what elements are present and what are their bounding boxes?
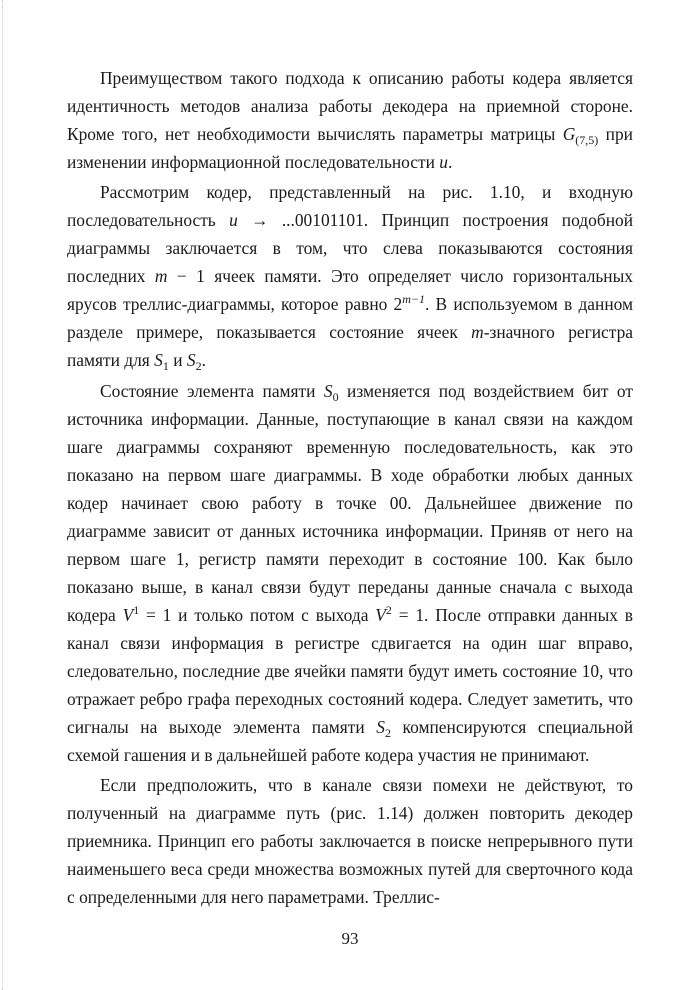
math-variable: S xyxy=(154,350,163,371)
text-run: → ...00101101. Принцип построения подобной диаграммы заключается в том, что слева показываются состояния последних xyxy=(67,210,634,287)
text-run: . В используемом в данном разделе примере, показывается состояние ячеек xyxy=(67,294,633,343)
text-run: = 1. После отправки данных в канал связи информация в регистре сдвигается на один шаг вправо, следовательно, последние две ячейки памяти будут иметь состояние 10, что отражает ребро графа переходных состояний кодера. Следует заметить, что сигналы на выходе элемента памяти xyxy=(67,604,634,738)
text-run: − 1 ячеек памяти. Это определяет число горизонтальных ярусов треллис-диаграммы, которое равно 2 xyxy=(67,266,633,315)
text-run: Преимуществом такого подхода к описанию работы кодера является идентичность методов анализа работы декодера на приемной стороне. Кроме того, нет необходимости вычислять параметры матрицы xyxy=(67,68,633,145)
math-variable: u xyxy=(439,152,448,173)
math-subscript: 2 xyxy=(195,359,202,374)
math-superscript: m−1 xyxy=(402,292,425,307)
text-run: -значного регистра памяти для xyxy=(67,322,634,371)
math-variable: m xyxy=(154,266,168,287)
paragraph-2 xyxy=(67,178,633,374)
math-superscript: 1 xyxy=(133,602,140,617)
math-subscript: (7,5) xyxy=(575,133,599,148)
paragraph-3 xyxy=(67,377,633,770)
math-variable: S xyxy=(376,717,385,738)
page-body xyxy=(67,64,633,911)
math-variable: u xyxy=(229,210,238,231)
math-subscript: 0 xyxy=(332,389,339,404)
text-run: и xyxy=(168,350,187,371)
math-variable: m xyxy=(471,322,484,343)
text-run: Если предположить, что в канале связи помехи не действуют, то полученный на диаграмме путь (рис. 1.14) должен повторить декодер приемника. Принцип его работы заключается в поиске непрерывного пути наименьшего веса среди множества возможных путей для сверточного кода с определенными для него параметрами. Треллис- xyxy=(67,775,633,908)
text-run: Состояние элемента памяти xyxy=(100,380,324,401)
math-subscript: 1 xyxy=(162,359,169,374)
math-variable: V xyxy=(375,604,386,625)
math-variable: G xyxy=(562,124,576,145)
text-run: при изменении информационной последовательности xyxy=(67,124,633,173)
page-edge-dots xyxy=(2,0,3,990)
text-run: . xyxy=(448,152,453,173)
text-run: . xyxy=(201,350,206,371)
paragraph-1 xyxy=(67,64,633,176)
paragraph-4 xyxy=(67,771,633,911)
math-variable: V xyxy=(122,604,134,625)
text-run: = 1 и только потом с выхода xyxy=(139,604,376,625)
math-variable: S xyxy=(186,350,196,371)
text-run: Рассмотрим кодер, представленный на рис. 1.10, и входную последовательность xyxy=(67,182,633,231)
math-subscript: 2 xyxy=(384,726,391,741)
math-variable: S xyxy=(323,380,333,401)
page-number: 93 xyxy=(341,929,359,948)
text-run: изменяется под воздействием бит от источника информации. Данные, поступающие в канал связи на каждом шаге диаграммы сохраняют временную последовательность, как это показано на первом шаге диаграммы. В ходе обработки любых данных кодер начинает свою работу в точке 00. Дальнейшее движение по диаграмме зависит от данных источника информации. Приняв от него на первом шаге 1, регистр памяти переходит в состояние 100. Как было показано выше, в канал связи будут переданы данные сначала с выхода кодера xyxy=(67,380,633,625)
math-superscript: 2 xyxy=(385,602,392,617)
text-run: компенсируются специальной схемой гашения и в дальнейшей работе кодера участия не принимают. xyxy=(67,717,634,766)
